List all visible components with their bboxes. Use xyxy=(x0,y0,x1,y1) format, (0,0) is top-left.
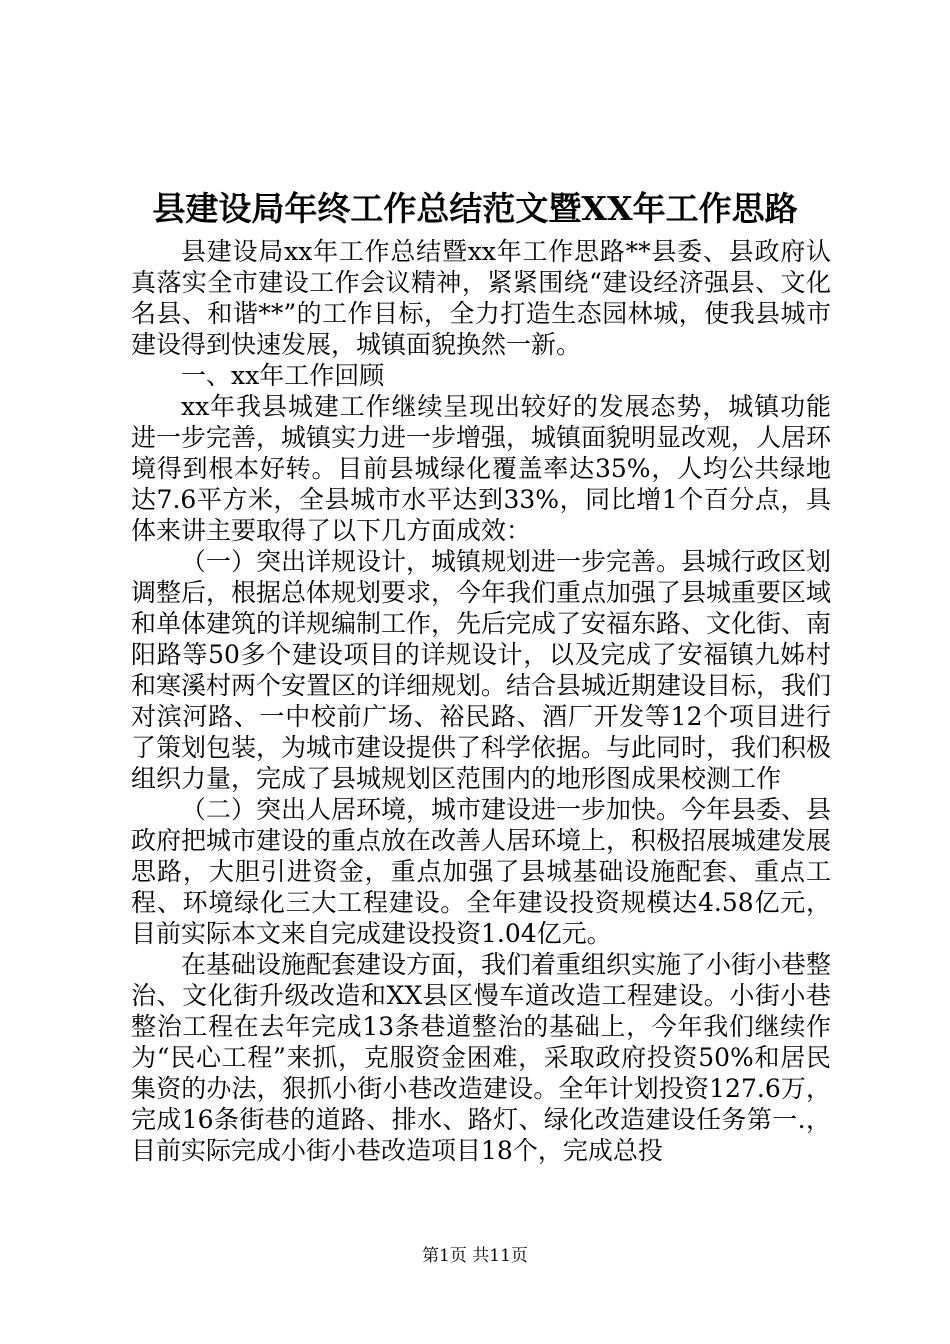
document-body xyxy=(131,236,831,1166)
document-title: 县建设局年终工作总结范文暨XX年工作思路 xyxy=(152,189,798,228)
section-heading: 一、xx年工作回顾 xyxy=(181,361,385,390)
planning-paragraph: （一）突出详规设计，城镇规划进一步完善。县城行政区划调整后，根据总体规划要求，今年我们重点加强了县城重要区域和单体建筑的详规编制工作，先后完成了安福东路、文化街、南阳路等50多个建设项目的详规设计，以及完成了安福镇九姊村和寒溪村两个安置区的详细规划。结合县城近期建设目标，我们对滨河路、一中校前广场、裕民路、酒厂开发等12个项目进行了策划包装，为城市建设提供了科学依据。与此同时，我们积极组织力量，完成了县城规划区范围内的地形图成果校测工作 xyxy=(131,547,832,793)
intro-paragraph: 县建设局xx年工作总结暨xx年工作思路**县委、县政府认真落实全市建设工作会议精神，紧紧围绕“建设经济强县、文化名县、和谐**”的工作目标，全力打造生态园林城，使我县城市建设得到快速发展，城镇面貌换然一新。 xyxy=(131,237,831,359)
review-paragraph: xx年我县城建工作继续呈现出较好的发展态势，城镇功能进一步完善，城镇实力进一步增强，城镇面貌明显改观，人居环境得到根本好转。目前县城绿化覆盖率达35%，人均公共绿地达7.6平方米，全县城市水平达到33%，同比增1个百分点，具体来讲主要取得了以下几方面成效： xyxy=(131,392,832,545)
page-footer: 第1页 共11页 xyxy=(422,1246,528,1266)
infrastructure-paragraph: 在基础设施配套建设方面，我们着重组织实施了小街小巷整治、文化街升级改造和XX县区慢车道改造工程建设。小街小巷整治工程在去年完成13条巷道整治的基础上，今年我们继续作为“民心工程”来抓，克服资金困难，采取政府投资50%和居民集资的办法，狠抓小街小巷改造建设。全年计划投资127.6万，完成16条街巷的道路、排水、路灯、绿化改造建设任务第一.，目前实际完成小街小巷改造项目18个，完成总投 xyxy=(131,950,832,1165)
living-environment-paragraph: （二）突出人居环境，城市建设进一步加快。今年县委、县政府把城市建设的重点放在改善人居环境上，积极招展城建发展思路，大胆引进资金，重点加强了县城基础设施配套、重点工程、环境绿化三大工程建设。全年建设投资规模达4.58亿元，目前实际本文来自完成建设投资1.04亿元。 xyxy=(131,795,832,948)
